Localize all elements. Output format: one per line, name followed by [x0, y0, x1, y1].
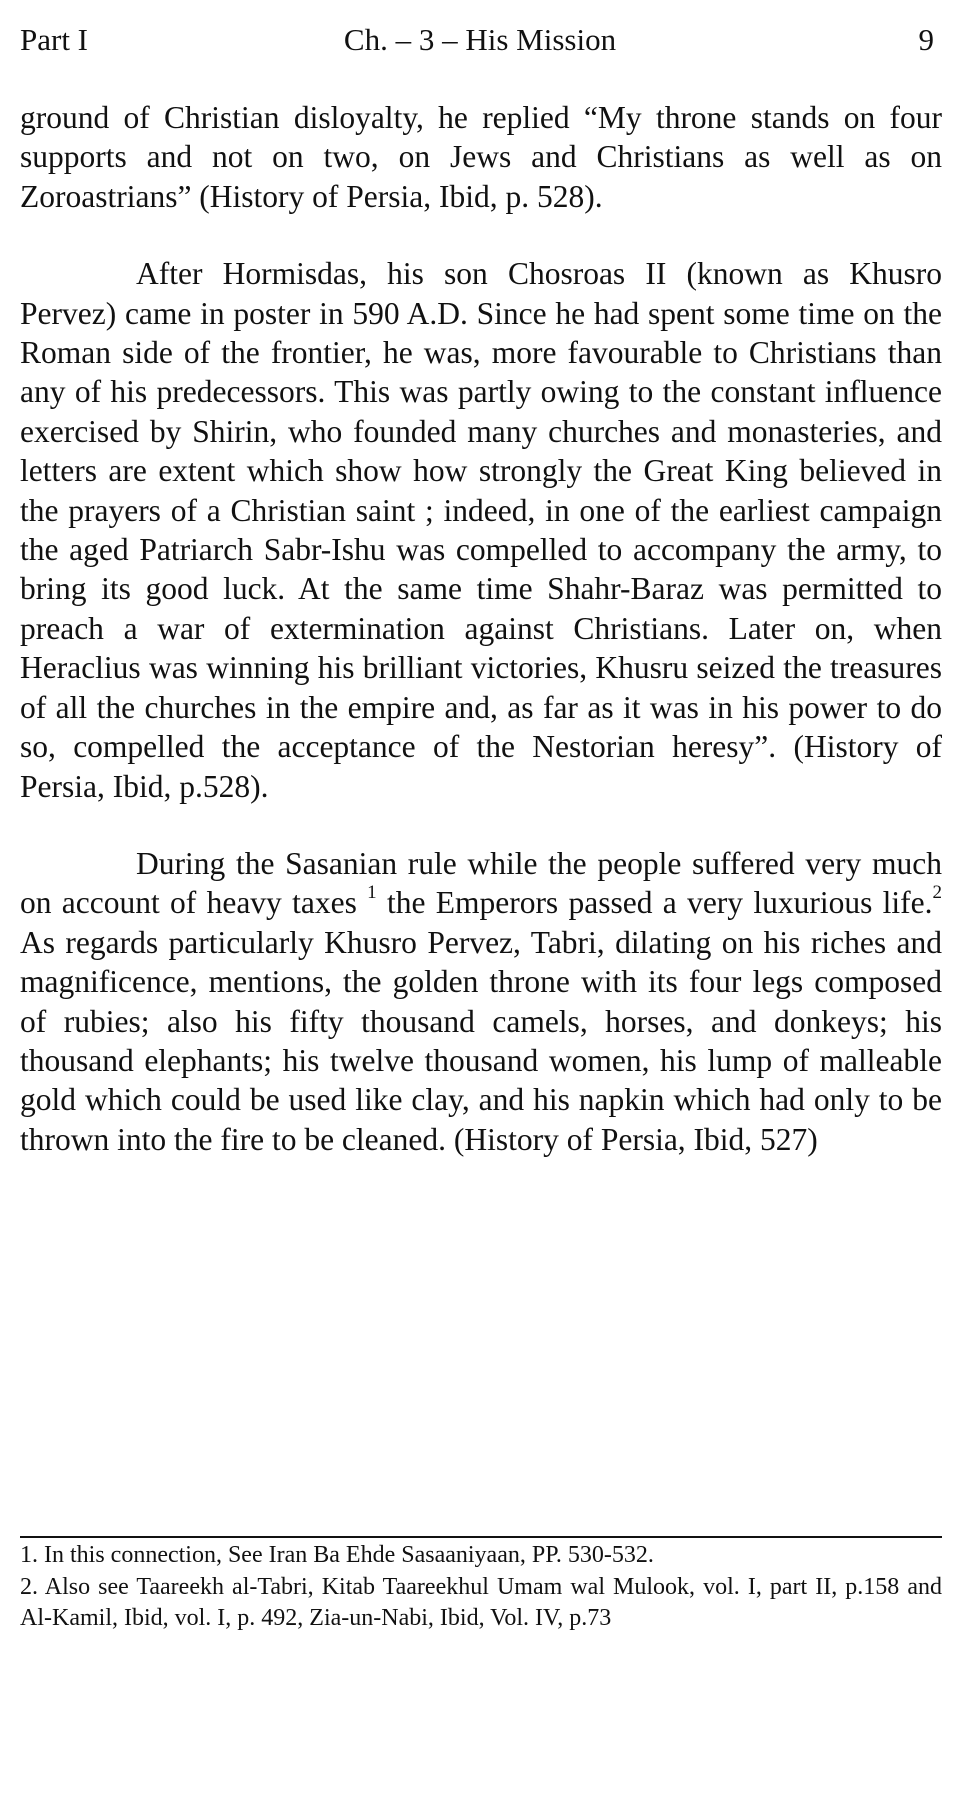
footnote-ref-2: 2	[932, 881, 942, 903]
footnote-1: 1. In this connection, See Iran Ba Ehde Sasaaniyaan, PP. 530-532.	[20, 1542, 654, 1568]
paragraph-3	[20, 844, 942, 1159]
paragraph-3-text-b: the Emperors passed a very luxurious life.	[376, 885, 933, 921]
footnotes	[20, 1540, 942, 1635]
page-header	[20, 18, 940, 62]
body-text	[20, 98, 942, 1159]
footnote-2: 2. Also see Taareekh al-Tabri, Kitab Taareekhul Umam wal Mulook, vol. I, part II, p.158 and Al-Kamil, Ibid, vol. I, p. 492, Zia-un-Nabi, Ibid, Vol. IV, p.73	[20, 1573, 942, 1631]
paragraph-2: After Hormisdas, his son Chosroas II (known as Khusro Pervez) came in poster in 590 A.D. Since he had spent some time on the Roman side of the frontier, he was, more favourable to Christians than any of his predecessors. This was partly owing to the constant influence exercised by Shirin, who founded many churches and monasteries, and letters are extent which show how strongly the Great King believed in the prayers of a Christian saint ; indeed, in one of the earliest campaign the aged Patriarch Sabr-Ishu was compelled to accompany the army, to bring its good luck. At the same time Shahr-Baraz was permitted to preach a war of extermination against Christians. Later on, when Heraclius was winning his brilliant victories, Khusru seized the treasures of all the churches in the empire and, as far as it was in his power to do so, compelled the acceptance of the Nestorian heresy”. (History of Persia, Ibid, p.528).	[20, 256, 942, 804]
page-number: 9	[918, 22, 934, 57]
footnote-ref-1: 1	[367, 881, 377, 903]
part-label: Part I	[20, 22, 89, 57]
paragraph-3-text-c: As regards particularly Khusro Pervez, Tabri, dilating on his riches and magnificence, mentions, the golden throne with its four legs composed of rubies; also his fifty thousand camels, horses, and donkeys; his thousand elephants; his twelve thousand women, his lump of malleable gold which could be used like clay, and his napkin which had only to be thrown into the fire to be cleaned. (History of Persia, Ibid, 527)	[20, 924, 942, 1157]
paragraph-1: ground of Christian disloyalty, he replied “My throne stands on four supports and not on two, on Jews and Christians as well as on Zoroastrians” (History of Persia, Ibid, p. 528).	[20, 100, 942, 214]
paragraph-3-text-a: During the Sasanian rule while the people suffered very much on account of heavy taxes	[20, 845, 942, 921]
footnote-divider	[20, 1536, 942, 1538]
chapter-title: Ch. – 3 – His Mission	[343, 22, 617, 57]
